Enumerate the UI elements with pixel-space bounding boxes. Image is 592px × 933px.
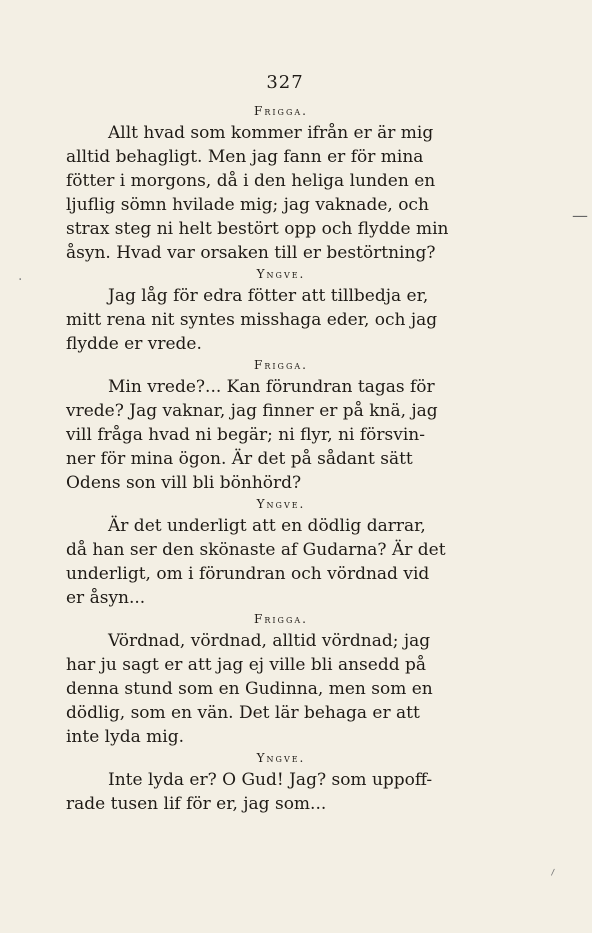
margin-dot-mark: · bbox=[18, 272, 23, 288]
text-line: er åsyn... bbox=[66, 588, 146, 608]
text-line: Min vrede?... Kan förundran tagas för bbox=[108, 377, 435, 397]
text-line: Är det underligt att en dödlig darrar, bbox=[108, 516, 426, 536]
speaker-block bbox=[66, 495, 496, 610]
text-line: ner för mina ögon. Är det på sådant sätt bbox=[66, 449, 413, 469]
text-line: Jag låg för edra fötter att tillbedja er, bbox=[108, 286, 429, 306]
speaker-name: Yngve. bbox=[256, 497, 306, 511]
speech-paragraph bbox=[66, 514, 496, 610]
speaker-block bbox=[66, 610, 496, 749]
text-line: Vördnad, vördnad, alltid vördnad; jag bbox=[108, 631, 431, 651]
text-line: Odens son vill bli bönhörd? bbox=[66, 473, 302, 493]
text-line: har ju sagt er att jag ej ville bli ansedd på bbox=[66, 655, 427, 675]
dialogue-text bbox=[66, 102, 496, 816]
speech-paragraph bbox=[66, 284, 496, 356]
text-line: underligt, om i förundran och vördnad vid bbox=[66, 564, 430, 584]
text-line: flydde er vrede. bbox=[66, 334, 202, 354]
text-line: vill fråga hvad ni begär; ni flyr, ni försvin- bbox=[66, 425, 425, 445]
text-line: vrede? Jag vaknar, jag finner er på knä, jag bbox=[66, 401, 438, 421]
text-line: Inte lyda er? O Gud! Jag? som uppoff- bbox=[108, 770, 433, 790]
speaker-name: Yngve. bbox=[256, 751, 306, 765]
text-line: rade tusen lif för er, jag som... bbox=[66, 794, 327, 814]
speaker-block bbox=[66, 265, 496, 356]
speaker-block bbox=[66, 102, 496, 265]
speaker-name: Frigga. bbox=[254, 612, 308, 626]
text-line: mitt rena nit syntes misshaga eder, och jag bbox=[66, 310, 438, 330]
text-line: dödlig, som en vän. Det lär behaga er att bbox=[66, 703, 420, 723]
speech-paragraph bbox=[66, 629, 496, 749]
text-line: strax steg ni helt bestört opp och flydde min bbox=[66, 219, 449, 239]
text-line: inte lyda mig. bbox=[66, 727, 184, 747]
text-line: Allt hvad som kommer ifrån er är mig bbox=[108, 123, 434, 143]
page-number: 327 bbox=[266, 72, 304, 93]
text-line: åsyn. Hvad var orsaken till er bestörtning? bbox=[66, 243, 436, 263]
speech-paragraph bbox=[66, 121, 496, 265]
speaker-name: Yngve. bbox=[256, 267, 306, 281]
speech-paragraph bbox=[66, 768, 496, 816]
text-line: då han ser den skönaste af Gudarna? Är det bbox=[66, 540, 446, 560]
text-line: fötter i morgons, då i den heliga lunden en bbox=[66, 171, 436, 191]
speaker-block bbox=[66, 749, 496, 816]
speaker-name: Frigga. bbox=[254, 104, 308, 118]
speaker-name: Frigga. bbox=[254, 358, 308, 372]
text-line: alltid behagligt. Men jag fann er för mina bbox=[66, 147, 424, 167]
text-line: ljuflig sömn hvilade mig; jag vaknade, och bbox=[66, 195, 429, 215]
speaker-block bbox=[66, 356, 496, 495]
text-line: denna stund som en Gudinna, men som en bbox=[66, 679, 433, 699]
margin-dash-mark: — bbox=[572, 206, 588, 225]
speech-paragraph bbox=[66, 375, 496, 495]
margin-stroke-mark: ⸝ bbox=[545, 859, 559, 879]
